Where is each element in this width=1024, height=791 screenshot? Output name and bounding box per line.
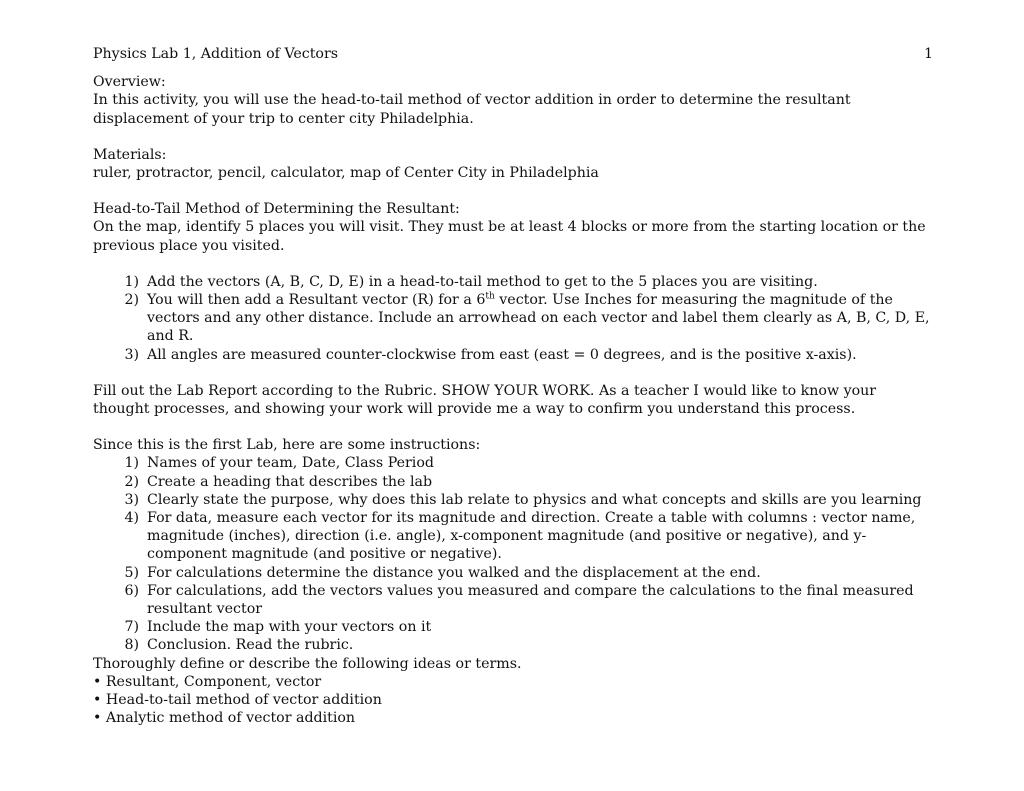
list-item (93, 454, 933, 472)
list-item (93, 618, 933, 636)
list-number: 3) (124, 491, 139, 508)
document-title: Physics Lab 1, Addition of Vectors (93, 46, 339, 62)
list-item (93, 509, 933, 564)
list-number: 1) (124, 455, 139, 472)
list-number: 2) (124, 473, 139, 490)
list-number: 3) (124, 346, 139, 363)
list-number: 1) (124, 273, 139, 290)
list-text: Conclusion. Read the rubric. (147, 637, 354, 654)
list-text: For data, measure each vector for its magnitude and direction. Create a table with columns : vector name, magnitude (inches), direction (i.e. angle), x-component magnitude (and positive or negative), and y-component magnitude (and positive or negative). (147, 510, 916, 563)
list-item (93, 636, 933, 654)
list-number: 4) (124, 510, 139, 527)
list-item (93, 273, 933, 291)
bullet-item: • Analytic method of vector addition (93, 710, 356, 727)
list-number: 5) (124, 564, 139, 581)
list-item (93, 473, 933, 491)
list-item (93, 582, 933, 618)
list-number: 6) (124, 582, 139, 599)
method-steps-list (93, 273, 933, 364)
bullet-item: • Resultant, Component, vector (93, 673, 322, 690)
instructions-list (93, 454, 933, 654)
list-text: For calculations determine the distance you walked and the displacement at the end. (147, 564, 761, 581)
list-text: Clearly state the purpose, why does this lab relate to physics and what concepts and skills are you learning (147, 491, 922, 508)
method-heading: Head-to-Tail Method of Determining the Resultant: (93, 201, 460, 218)
list-text: Include the map with your vectors on it (147, 619, 432, 636)
list-number: 8) (124, 637, 139, 654)
overview-heading: Overview: (93, 74, 166, 91)
superscript: th (485, 291, 495, 302)
list-text: For calculations, add the vectors values you measured and compare the calculations to the final measured resultant vector (147, 582, 914, 618)
method-body: On the map, identify 5 places you will visit. They must be at least 4 blocks or more from the starting location or the previous place you visited. (93, 219, 926, 254)
materials-heading: Materials: (93, 146, 167, 163)
list-item (93, 346, 933, 364)
list-text: Create a heading that describes the lab (147, 473, 433, 490)
list-number: 7) (124, 619, 139, 636)
list-number: 2) (124, 292, 139, 309)
list-item (93, 291, 933, 346)
page-number: 1 (923, 46, 933, 62)
materials-body: ruler, protractor, pencil, calculator, map of Center City in Philadelphia (93, 165, 599, 182)
terms-heading: Thoroughly define or describe the following ideas or terms. (93, 655, 522, 672)
page-header (93, 45, 933, 63)
bullet-item: • Head-to-tail method of vector addition (93, 692, 382, 709)
overview-body: In this activity, you will use the head-to-tail method of vector addition in order to determine the resultant displacement of your trip to center city Philadelphia. (93, 92, 851, 127)
list-text: All angles are measured counter-clockwise from east (east = 0 degrees, and is the positive x-axis). (147, 346, 857, 363)
list-text: Names of your team, Date, Class Period (147, 455, 434, 472)
list-text: Add the vectors (A, B, C, D, E) in a head-to-tail method to get to the 5 places you are visiting. (147, 273, 818, 290)
list-text: You will then add a Resultant vector (R) for a 6th vector. Use Inches for measuring the magnitude of the vectors and any other distance. Include an arrowhead on each vector and label them clearly as A, B, C, D, E, and R. (147, 291, 930, 345)
list-item (93, 491, 933, 509)
instructions-heading: Since this is the first Lab, here are some instructions: (93, 437, 481, 454)
report-instructions: Fill out the Lab Report according to the Rubric. SHOW YOUR WORK. As a teacher I would like to know your thought processes, and showing your work will provide me a way to confirm you understand this process. (93, 382, 877, 418)
list-item (93, 564, 933, 582)
document-page (93, 45, 933, 728)
